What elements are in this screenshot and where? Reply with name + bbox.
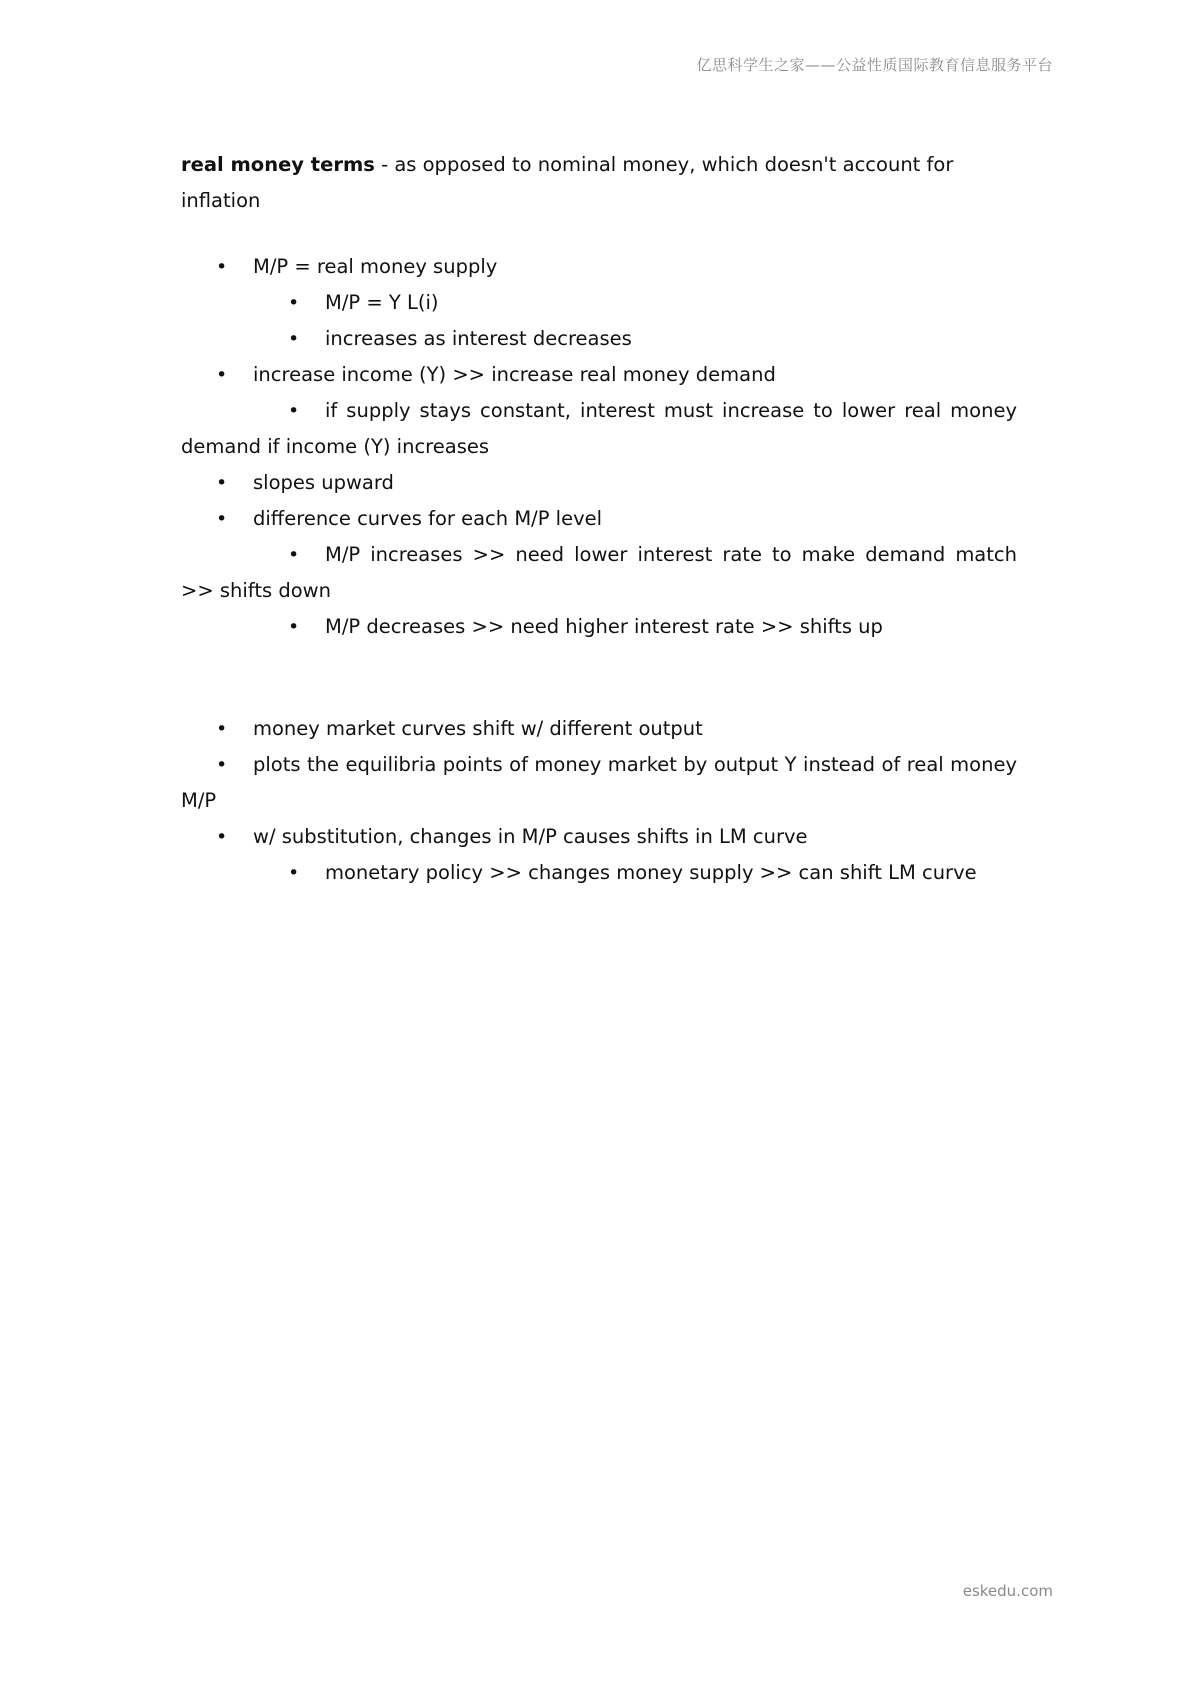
bullet-list-lm-curve [181, 711, 1017, 891]
intro-term: real money terms [181, 153, 375, 176]
bullet-list-lm-basics [181, 249, 1017, 645]
list-item: • monetary policy >> changes money supply >> can shift LM curve [181, 855, 1017, 891]
list-item: • difference curves for each M/P level [181, 501, 1017, 537]
site-header-title: 亿思科学生之家——公益性质国际教育信息服务平台 [696, 56, 1053, 74]
list-item: • M/P = real money supply [181, 249, 1017, 285]
list-item: • increase income (Y) >> increase real money demand [181, 357, 1017, 393]
document-body [181, 147, 1017, 891]
section-spacer [181, 645, 1017, 711]
list-item: • M/P decreases >> need higher interest rate >> shifts up [181, 609, 1017, 645]
list-item: • increases as interest decreases [181, 321, 1017, 357]
list-item: • slopes upward [181, 465, 1017, 501]
list-item: • M/P increases >> need lower interest rate to make demand match >> shifts down [181, 537, 1017, 609]
site-footer-domain: eskedu.com [962, 1582, 1053, 1600]
intro-paragraph [181, 147, 1017, 219]
list-item: • plots the equilibria points of money market by output Y instead of real money M/P [181, 747, 1017, 819]
list-item: • w/ substitution, changes in M/P causes shifts in LM curve [181, 819, 1017, 855]
list-item: • M/P = Y L(i) [181, 285, 1017, 321]
list-item: • if supply stays constant, interest must increase to lower real money demand if income (Y) increases [181, 393, 1017, 465]
list-item: • money market curves shift w/ different output [181, 711, 1017, 747]
intro-text: - as opposed to nominal money, which doesn't account for inflation [181, 153, 954, 212]
